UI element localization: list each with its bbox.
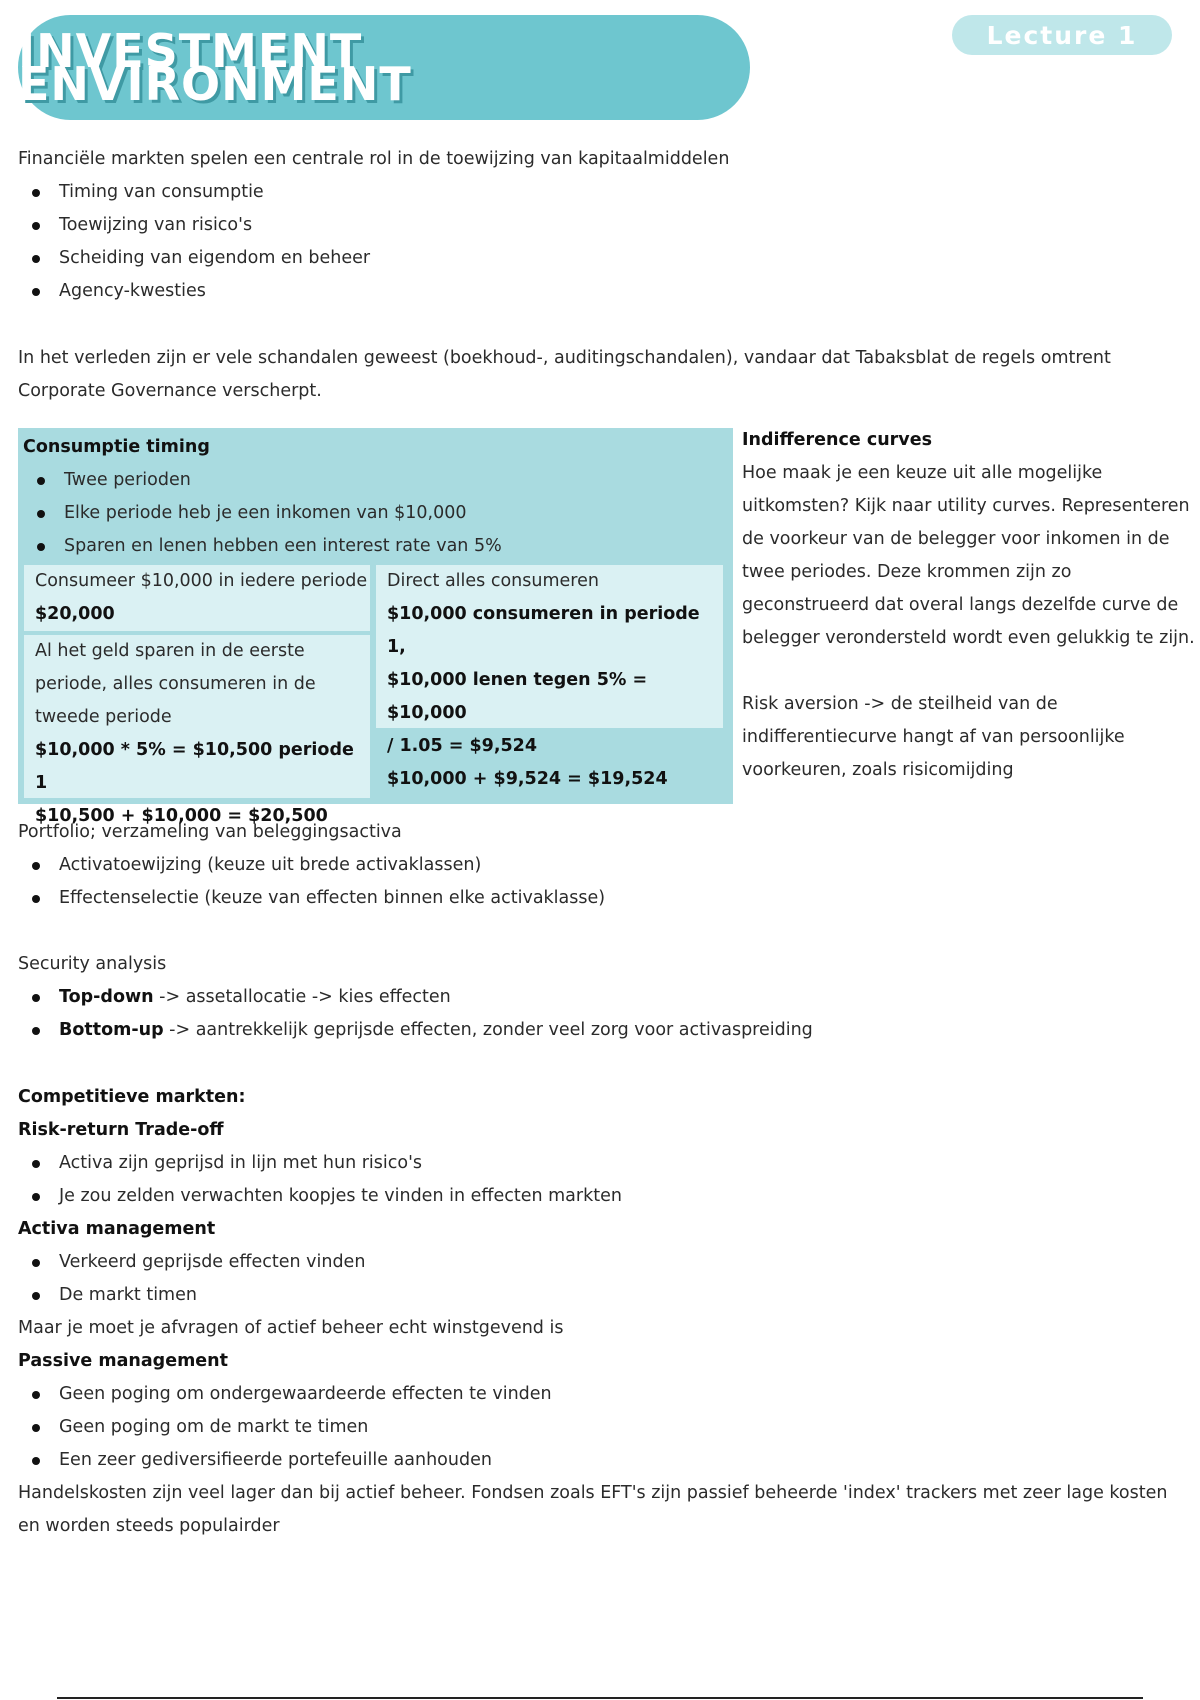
scenario-text: Consumeer $10,000 in iedere periode bbox=[35, 571, 368, 591]
list-item: Je zou zelden verwachten koopjes te vinden in effecten markten bbox=[18, 1180, 1188, 1213]
indifference-line: belegger verondersteld wordt even gelukkig te zijn. bbox=[742, 628, 1195, 648]
risk-aversion-line: voorkeuren, zoals risicomijding bbox=[742, 760, 1014, 780]
indifference-line: uitkomsten? Kijk naar utility curves. Representeren bbox=[742, 496, 1190, 516]
riskreturn-list bbox=[18, 1147, 1188, 1213]
scenario-value: / 1.05 = $9,524 bbox=[387, 736, 538, 756]
scenario-value: $10,000 + $9,524 = $19,524 bbox=[387, 769, 668, 789]
indifference-line: Hoe maak je een keuze uit alle mogelijke bbox=[742, 463, 1103, 483]
scenario-consume-each-period bbox=[24, 565, 370, 631]
list-item bbox=[18, 981, 1178, 1014]
page-title: INVESTMENT ENVIRONMENT bbox=[18, 23, 412, 111]
list-item bbox=[18, 1014, 1178, 1047]
list-item: Verkeerd geprijsde effecten vinden bbox=[18, 1246, 1188, 1279]
markets-title: Competitieve markten: bbox=[18, 1087, 246, 1107]
indifference-section bbox=[742, 424, 1197, 787]
portfolio-list bbox=[18, 849, 1178, 915]
active-note: Maar je moet je afvragen of actief beheer echt winstgevend is bbox=[18, 1318, 564, 1338]
portfolio-text: Portfolio; verzameling van beleggingsactiva bbox=[18, 822, 402, 842]
list-item: Activa zijn geprijsd in lijn met hun risico's bbox=[18, 1147, 1188, 1180]
passive-list bbox=[18, 1378, 1188, 1477]
term: Top-down bbox=[59, 987, 154, 1007]
scenario-text: tweede periode bbox=[35, 707, 172, 727]
list-item: Geen poging om de markt te timen bbox=[18, 1411, 1188, 1444]
intro-list bbox=[18, 176, 1178, 308]
consumption-header bbox=[23, 431, 723, 563]
footer-divider bbox=[57, 1697, 1143, 1699]
term-description: -> aantrekkelijk geprijsde effecten, zonder veel zorg voor activaspreiding bbox=[163, 1020, 813, 1040]
governance-line: Corporate Governance verscherpt. bbox=[18, 381, 322, 401]
scenario-value: $10,500 + $10,000 = $20,500 bbox=[35, 806, 328, 826]
scenario-text: Direct alles consumeren bbox=[387, 571, 599, 591]
scenario-value: $10,000 * 5% = $10,500 periode 1 bbox=[35, 740, 354, 793]
governance-line: In het verleden zijn er vele schandalen geweest (boekhoud-, auditingschandalen), vandaar dat Tabaksblat de regels omtrent bbox=[18, 348, 1111, 368]
scenario-value: $20,000 bbox=[35, 604, 115, 624]
risk-aversion-line: indifferentiecurve hangt af van persoonlijke bbox=[742, 727, 1125, 747]
markets-section bbox=[18, 1081, 1188, 1543]
list-item: Sparen en lenen hebben een interest rate van 5% bbox=[23, 530, 723, 563]
consumption-list bbox=[23, 464, 723, 563]
intro-section bbox=[18, 143, 1178, 308]
risk-aversion-line: Risk aversion -> de steilheid van de bbox=[742, 694, 1058, 714]
lecture-badge bbox=[952, 15, 1172, 55]
consumption-timing-box bbox=[18, 428, 733, 826]
list-item: Een zeer gediversifieerde portefeuille aanhouden bbox=[18, 1444, 1188, 1477]
active-title: Activa management bbox=[18, 1219, 216, 1239]
list-item: Geen poging om ondergewaardeerde effecten te vinden bbox=[18, 1378, 1188, 1411]
security-analysis-section bbox=[18, 948, 1178, 1047]
indifference-line: de voorkeur van de belegger voor inkomen in de bbox=[742, 529, 1170, 549]
active-list bbox=[18, 1246, 1188, 1312]
list-item: Toewijzing van risico's bbox=[18, 209, 1178, 242]
spacer bbox=[742, 655, 1197, 688]
list-item: Elke periode heb je een inkomen van $10,000 bbox=[23, 497, 723, 530]
scenario-value: $10,000 consumeren in periode 1, bbox=[387, 604, 700, 657]
passive-title: Passive management bbox=[18, 1351, 228, 1371]
list-item: Activatoewijzing (keuze uit brede activaklassen) bbox=[18, 849, 1178, 882]
list-item: Timing van consumptie bbox=[18, 176, 1178, 209]
lecture-label: Lecture 1 bbox=[986, 20, 1138, 50]
consumption-title: Consumptie timing bbox=[23, 437, 210, 457]
indifference-line: geconstrueerd dat overal langs dezelfde curve de bbox=[742, 595, 1179, 615]
riskreturn-title: Risk-return Trade-off bbox=[18, 1120, 224, 1140]
list-item: Effectenselectie (keuze van effecten binnen elke activaklasse) bbox=[18, 882, 1178, 915]
title-banner bbox=[18, 15, 750, 120]
term-description: -> assetallocatie -> kies effecten bbox=[153, 987, 451, 1007]
term: Bottom-up bbox=[59, 1020, 164, 1040]
security-text: Security analysis bbox=[18, 954, 167, 974]
list-item: De markt timen bbox=[18, 1279, 1188, 1312]
scenario-text: periode, alles consumeren in de bbox=[35, 674, 316, 694]
list-item: Agency-kwesties bbox=[18, 275, 1178, 308]
governance-section bbox=[18, 342, 1188, 408]
indifference-title: Indifference curves bbox=[742, 430, 932, 450]
passive-note: en worden steeds populairder bbox=[18, 1516, 280, 1536]
indifference-line: twee periodes. Deze krommen zijn zo bbox=[742, 562, 1072, 582]
portfolio-section bbox=[18, 816, 1178, 915]
security-list bbox=[18, 981, 1178, 1047]
scenario-consume-direct bbox=[376, 565, 723, 789]
scenario-save-all bbox=[24, 635, 370, 826]
scenario-text: Al het geld sparen in de eerste bbox=[35, 641, 305, 661]
list-item: Twee perioden bbox=[23, 464, 723, 497]
passive-note: Handelskosten zijn veel lager dan bij actief beheer. Fondsen zoals EFT's zijn passief beheerde 'index' trackers met zeer lage kosten bbox=[18, 1483, 1168, 1503]
scenario-value: $10,000 lenen tegen 5% = $10,000 bbox=[387, 670, 648, 723]
list-item: Scheiding van eigendom en beheer bbox=[18, 242, 1178, 275]
intro-text: Financiële markten spelen een centrale rol in de toewijzing van kapitaalmiddelen bbox=[18, 149, 730, 169]
